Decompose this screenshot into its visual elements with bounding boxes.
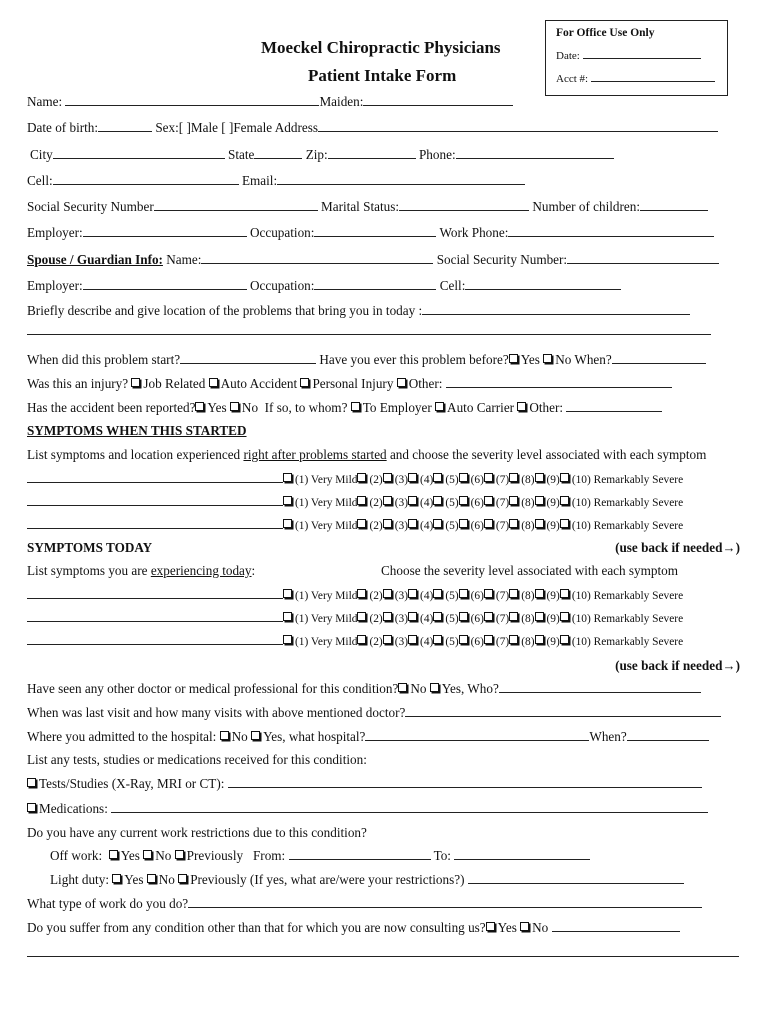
- other-condition-field[interactable]: [552, 920, 680, 932]
- row-reported: [27, 400, 662, 416]
- severity-s6-checkbox[interactable]: (6): [459, 611, 484, 627]
- severity-s3-checkbox[interactable]: (3): [383, 611, 408, 627]
- severity-s9-checkbox[interactable]: (9): [535, 634, 560, 650]
- ssn-field[interactable]: [154, 199, 318, 211]
- severity-s1-checkbox[interactable]: (1) Very Mild: [283, 611, 357, 627]
- severity-s1-checkbox[interactable]: (1) Very Mild: [283, 588, 357, 604]
- row-employer: [27, 225, 714, 241]
- maiden-field[interactable]: [363, 94, 513, 106]
- severity-s1-checkbox[interactable]: (1) Very Mild: [283, 495, 357, 511]
- row-city: [30, 147, 614, 163]
- before-yes-checkbox[interactable]: Yes: [509, 352, 540, 368]
- severity-s7-checkbox[interactable]: (7): [484, 634, 509, 650]
- office-acct-label: Acct #:: [556, 73, 589, 85]
- symptoms-started-heading: SYMPTOMS WHEN THIS STARTED: [27, 423, 247, 438]
- row-work-type: [27, 896, 702, 912]
- last-visit-field[interactable]: [405, 705, 721, 717]
- severity-s7-checkbox[interactable]: (7): [484, 518, 509, 534]
- severity-s9-checkbox[interactable]: (9): [535, 472, 560, 488]
- children-field[interactable]: [640, 199, 708, 211]
- to-employer-checkbox[interactable]: To Employer: [351, 400, 432, 416]
- describe-field-2[interactable]: [27, 323, 711, 335]
- final-line-field[interactable]: [27, 945, 739, 957]
- work-type-label: What type of work do you do?: [27, 896, 189, 911]
- symptoms-today-intro: List symptoms you are experiencing today:: [27, 563, 256, 578]
- row-off-work: [50, 848, 590, 864]
- off-work-yes-checkbox[interactable]: Yes: [109, 848, 140, 864]
- injury-label: Was this an injury?: [27, 376, 129, 391]
- spouse-cell-field[interactable]: [465, 278, 621, 290]
- severity-s1-checkbox[interactable]: (1) Very Mild: [283, 472, 357, 488]
- occupation-label: Occupation:: [249, 225, 315, 240]
- today-symptom-field[interactable]: [27, 587, 283, 599]
- cell-label: Cell:: [27, 173, 53, 188]
- row-final-line: [27, 945, 739, 961]
- from-label: From:: [252, 848, 286, 863]
- name-label: Name:: [27, 94, 63, 109]
- auto-accident-checkbox[interactable]: Auto Accident: [209, 376, 298, 392]
- started-row: [27, 471, 683, 488]
- meds-checkbox[interactable]: Medications:: [27, 801, 108, 817]
- severity-s6-checkbox[interactable]: (6): [459, 518, 484, 534]
- start-field[interactable]: [180, 352, 316, 364]
- severity-s4-checkbox[interactable]: (4): [408, 472, 433, 488]
- severity-s10-checkbox[interactable]: (10) Remarkably Severe: [560, 472, 683, 488]
- dob-label: Date of birth:: [27, 120, 99, 135]
- restrictions-field[interactable]: [468, 872, 684, 884]
- office-acct-field[interactable]: [591, 70, 715, 82]
- spouse-ssn-label: Social Security Number:: [436, 252, 568, 267]
- email-field[interactable]: [277, 173, 525, 185]
- row-tests: [27, 776, 702, 792]
- severity-s9-checkbox[interactable]: (9): [535, 588, 560, 604]
- before-when-field[interactable]: [612, 352, 706, 364]
- other-doctor-no-checkbox[interactable]: No: [398, 681, 426, 697]
- ssn-label: Social Security Number: [27, 199, 154, 214]
- severity-scale: [283, 613, 683, 625]
- other-doctor-who-field[interactable]: [499, 681, 701, 693]
- other-condition-label: Do you suffer from any condition other than that for which you are now consulting us?: [27, 920, 486, 935]
- severity-s1-checkbox[interactable]: (1) Very Mild: [283, 518, 357, 534]
- severity-s5-checkbox[interactable]: (5): [433, 518, 458, 534]
- use-back-note-2: (use back if needed→): [615, 658, 740, 673]
- severity-s10-checkbox[interactable]: (10) Remarkably Severe: [560, 634, 683, 650]
- occupation-field[interactable]: [314, 225, 436, 237]
- row-spouse-employer: [27, 278, 621, 294]
- severity-s4-checkbox[interactable]: (4): [408, 495, 433, 511]
- maiden-label: Maiden:: [319, 94, 364, 109]
- severity-s8-checkbox[interactable]: (8): [509, 588, 534, 604]
- severity-s5-checkbox[interactable]: (5): [433, 588, 458, 604]
- spouse-name-field[interactable]: [201, 252, 433, 264]
- severity-s2-checkbox[interactable]: (2): [357, 611, 382, 627]
- form-subtitle: Patient Intake Form: [308, 66, 457, 85]
- marital-field[interactable]: [399, 199, 529, 211]
- off-work-no-checkbox[interactable]: No: [143, 848, 171, 864]
- started-row: [27, 494, 683, 511]
- hospital-when-field[interactable]: [627, 729, 709, 741]
- office-use-box: [545, 20, 728, 96]
- marital-label: Marital Status:: [321, 199, 400, 214]
- severity-s10-checkbox[interactable]: (10) Remarkably Severe: [560, 518, 683, 534]
- address-field[interactable]: [318, 120, 718, 132]
- tests-checkbox[interactable]: Tests/Studies (X-Ray, MRI or CT):: [27, 776, 224, 792]
- started-symptom-field[interactable]: [27, 517, 283, 529]
- severity-s4-checkbox[interactable]: (4): [408, 518, 433, 534]
- reported-yes-checkbox[interactable]: Yes: [195, 400, 226, 416]
- row-other-doctor: [27, 681, 701, 697]
- to-field[interactable]: [454, 848, 590, 860]
- severity-s8-checkbox[interactable]: (8): [509, 495, 534, 511]
- row-start: [27, 352, 706, 368]
- started-row: [27, 517, 683, 534]
- work-phone-field[interactable]: [508, 225, 714, 237]
- severity-s3-checkbox[interactable]: (3): [383, 518, 408, 534]
- severity-s6-checkbox[interactable]: (6): [459, 588, 484, 604]
- spouse-employer-field[interactable]: [83, 278, 247, 290]
- reported-label: Has the accident been reported?: [27, 400, 196, 415]
- row-last-visit: [27, 705, 721, 721]
- severity-s7-checkbox[interactable]: (7): [484, 472, 509, 488]
- tests-field[interactable]: [228, 776, 702, 788]
- started-symptom-field[interactable]: [27, 494, 283, 506]
- severity-s3-checkbox[interactable]: (3): [383, 588, 408, 604]
- city-field[interactable]: [53, 147, 225, 159]
- office-date-field[interactable]: [583, 47, 701, 59]
- symptoms-today-choose: Choose the severity level associated with each symptom: [381, 563, 679, 578]
- state-field[interactable]: [254, 147, 302, 159]
- severity-s9-checkbox[interactable]: (9): [535, 611, 560, 627]
- severity-s2-checkbox[interactable]: (2): [357, 495, 382, 511]
- severity-s8-checkbox[interactable]: (8): [509, 518, 534, 534]
- last-visit-label: When was last visit and how many visits with above mentioned doctor?: [27, 705, 406, 720]
- severity-scale: [283, 590, 683, 602]
- address-label: Address: [274, 120, 318, 135]
- severity-s8-checkbox[interactable]: (8): [509, 472, 534, 488]
- zip-field[interactable]: [328, 147, 416, 159]
- row-meds: [27, 801, 708, 817]
- severity-s6-checkbox[interactable]: (6): [459, 634, 484, 650]
- other-doctor-label: Have seen any other doctor or medical professional for this condition?: [27, 681, 399, 696]
- severity-s10-checkbox[interactable]: (10) Remarkably Severe: [560, 611, 683, 627]
- phone-label: Phone:: [418, 147, 456, 162]
- row-injury: [27, 376, 672, 392]
- severity-s8-checkbox[interactable]: (8): [509, 634, 534, 650]
- today-row: [27, 587, 683, 604]
- work-phone-label: Work Phone:: [439, 225, 509, 240]
- hospital-yes-checkbox[interactable]: Yes, what hospital?: [251, 729, 365, 745]
- row-name: [27, 94, 513, 110]
- severity-s3-checkbox[interactable]: (3): [383, 634, 408, 650]
- row-other-condition: [27, 920, 680, 936]
- other-condition-yes-checkbox[interactable]: Yes: [486, 920, 517, 936]
- severity-scale: [283, 636, 683, 648]
- describe-label: Briefly describe and give location of the problems that bring you in today :: [27, 303, 423, 318]
- row-hospital: [27, 729, 709, 745]
- severity-scale: [283, 497, 683, 509]
- spouse-cell-label: Cell:: [439, 278, 466, 293]
- severity-s7-checkbox[interactable]: (7): [484, 495, 509, 511]
- restrictions-question: Do you have any current work restrictions due to this condition?: [27, 825, 367, 840]
- today-row: [27, 633, 683, 650]
- children-label: Number of children:: [532, 199, 641, 214]
- cell-field[interactable]: [53, 173, 239, 185]
- severity-s2-checkbox[interactable]: (2): [357, 518, 382, 534]
- light-duty-yes-checkbox[interactable]: Yes: [112, 872, 143, 888]
- light-duty-previously-checkbox[interactable]: Previously: [178, 872, 246, 888]
- whom-label: If so, to whom?: [264, 400, 348, 415]
- sex-label[interactable]: Sex:[ ]Male [ ]Female: [155, 120, 273, 135]
- spouse-name-label: Name:: [166, 252, 202, 267]
- dob-field[interactable]: [98, 120, 152, 132]
- off-work-label: Off work:: [50, 848, 103, 863]
- row-cell: [27, 173, 525, 189]
- severity-s3-checkbox[interactable]: (3): [383, 495, 408, 511]
- spouse-heading: Spouse / Guardian Info:: [27, 252, 163, 267]
- other-condition-no-checkbox[interactable]: No: [520, 920, 548, 936]
- meds-field[interactable]: [111, 801, 708, 813]
- severity-s9-checkbox[interactable]: (9): [535, 518, 560, 534]
- personal-injury-checkbox[interactable]: Personal Injury: [300, 376, 393, 392]
- severity-scale: [283, 474, 683, 486]
- severity-s5-checkbox[interactable]: (5): [433, 472, 458, 488]
- severity-s5-checkbox[interactable]: (5): [433, 611, 458, 627]
- job-related-checkbox[interactable]: Job Related: [131, 376, 205, 392]
- other-doctor-yes-checkbox[interactable]: Yes, Who?: [430, 681, 499, 697]
- symptoms-today-heading: SYMPTOMS TODAY: [27, 540, 153, 555]
- severity-s4-checkbox[interactable]: (4): [408, 634, 433, 650]
- severity-s6-checkbox[interactable]: (6): [459, 495, 484, 511]
- form-title: Moeckel Chiropractic Physicians: [261, 38, 501, 57]
- if-yes-label: (If yes, what are/were your restrictions?): [249, 872, 465, 887]
- row-describe: [27, 303, 690, 319]
- injury-other-field[interactable]: [446, 376, 672, 388]
- severity-s3-checkbox[interactable]: (3): [383, 472, 408, 488]
- reported-other-checkbox[interactable]: Other:: [517, 400, 563, 416]
- state-label: State: [228, 147, 255, 162]
- light-duty-no-checkbox[interactable]: No: [147, 872, 175, 888]
- row-light-duty: [50, 872, 684, 888]
- hospital-no-checkbox[interactable]: No: [220, 729, 248, 745]
- started-symptom-field[interactable]: [27, 471, 283, 483]
- severity-s1-checkbox[interactable]: (1) Very Mild: [283, 634, 357, 650]
- severity-s7-checkbox[interactable]: (7): [484, 588, 509, 604]
- reported-other-field[interactable]: [566, 400, 662, 412]
- severity-s9-checkbox[interactable]: (9): [535, 495, 560, 511]
- tests-intro: List any tests, studies or medications received for this condition:: [27, 752, 367, 767]
- city-label: City: [30, 147, 53, 162]
- email-label: Email:: [241, 173, 278, 188]
- light-duty-label: Light duty:: [50, 872, 109, 887]
- spouse-employer-label: Employer:: [27, 278, 83, 293]
- row-ssn: [27, 199, 708, 215]
- start-label: When did this problem start?: [27, 352, 181, 367]
- office-use-title: For Office Use Only: [556, 27, 655, 39]
- severity-s10-checkbox[interactable]: (10) Remarkably Severe: [560, 495, 683, 511]
- severity-s10-checkbox[interactable]: (10) Remarkably Severe: [560, 588, 683, 604]
- use-back-note-1: (use back if needed→): [615, 540, 740, 555]
- today-row: [27, 610, 683, 627]
- severity-s7-checkbox[interactable]: (7): [484, 611, 509, 627]
- zip-label: Zip:: [305, 147, 328, 162]
- to-label: To:: [433, 848, 451, 863]
- describe-field[interactable]: [422, 303, 690, 315]
- today-symptom-field[interactable]: [27, 633, 283, 645]
- row-dob: [27, 120, 718, 136]
- symptoms-started-intro: List symptoms and location experienced right after problems started and choose the severity level associated with each symptom: [27, 447, 707, 462]
- employer-field[interactable]: [83, 225, 247, 237]
- row-spouse: [27, 252, 719, 268]
- name-field[interactable]: [65, 94, 319, 106]
- severity-s4-checkbox[interactable]: (4): [408, 611, 433, 627]
- before-no-checkbox[interactable]: No When?: [543, 352, 612, 368]
- row-describe-2: [27, 323, 711, 339]
- severity-s6-checkbox[interactable]: (6): [459, 472, 484, 488]
- hospital-name-field[interactable]: [365, 729, 589, 741]
- before-label: Have you ever this problem before?: [319, 352, 509, 367]
- injury-other-checkbox[interactable]: Other:: [397, 376, 443, 392]
- employer-label: Employer:: [27, 225, 83, 240]
- spouse-occupation-field[interactable]: [314, 278, 436, 290]
- severity-s5-checkbox[interactable]: (5): [433, 495, 458, 511]
- severity-s2-checkbox[interactable]: (2): [357, 634, 382, 650]
- severity-s4-checkbox[interactable]: (4): [408, 588, 433, 604]
- off-work-previously-checkbox[interactable]: Previously: [175, 848, 243, 864]
- from-field[interactable]: [289, 848, 431, 860]
- severity-s2-checkbox[interactable]: (2): [357, 472, 382, 488]
- hospital-label: Where you admitted to the hospital:: [27, 729, 217, 744]
- auto-carrier-checkbox[interactable]: Auto Carrier: [435, 400, 514, 416]
- spouse-ssn-field[interactable]: [567, 252, 719, 264]
- reported-no-checkbox[interactable]: No: [230, 400, 258, 416]
- today-symptom-field[interactable]: [27, 610, 283, 622]
- severity-s8-checkbox[interactable]: (8): [509, 611, 534, 627]
- work-type-field[interactable]: [188, 896, 702, 908]
- office-date-label: Date:: [556, 50, 580, 62]
- severity-scale: [283, 520, 683, 532]
- hospital-when-label: When?: [589, 729, 627, 744]
- phone-field[interactable]: [456, 147, 614, 159]
- severity-s5-checkbox[interactable]: (5): [433, 634, 458, 650]
- severity-s2-checkbox[interactable]: (2): [357, 588, 382, 604]
- spouse-occupation-label: Occupation:: [249, 278, 315, 293]
